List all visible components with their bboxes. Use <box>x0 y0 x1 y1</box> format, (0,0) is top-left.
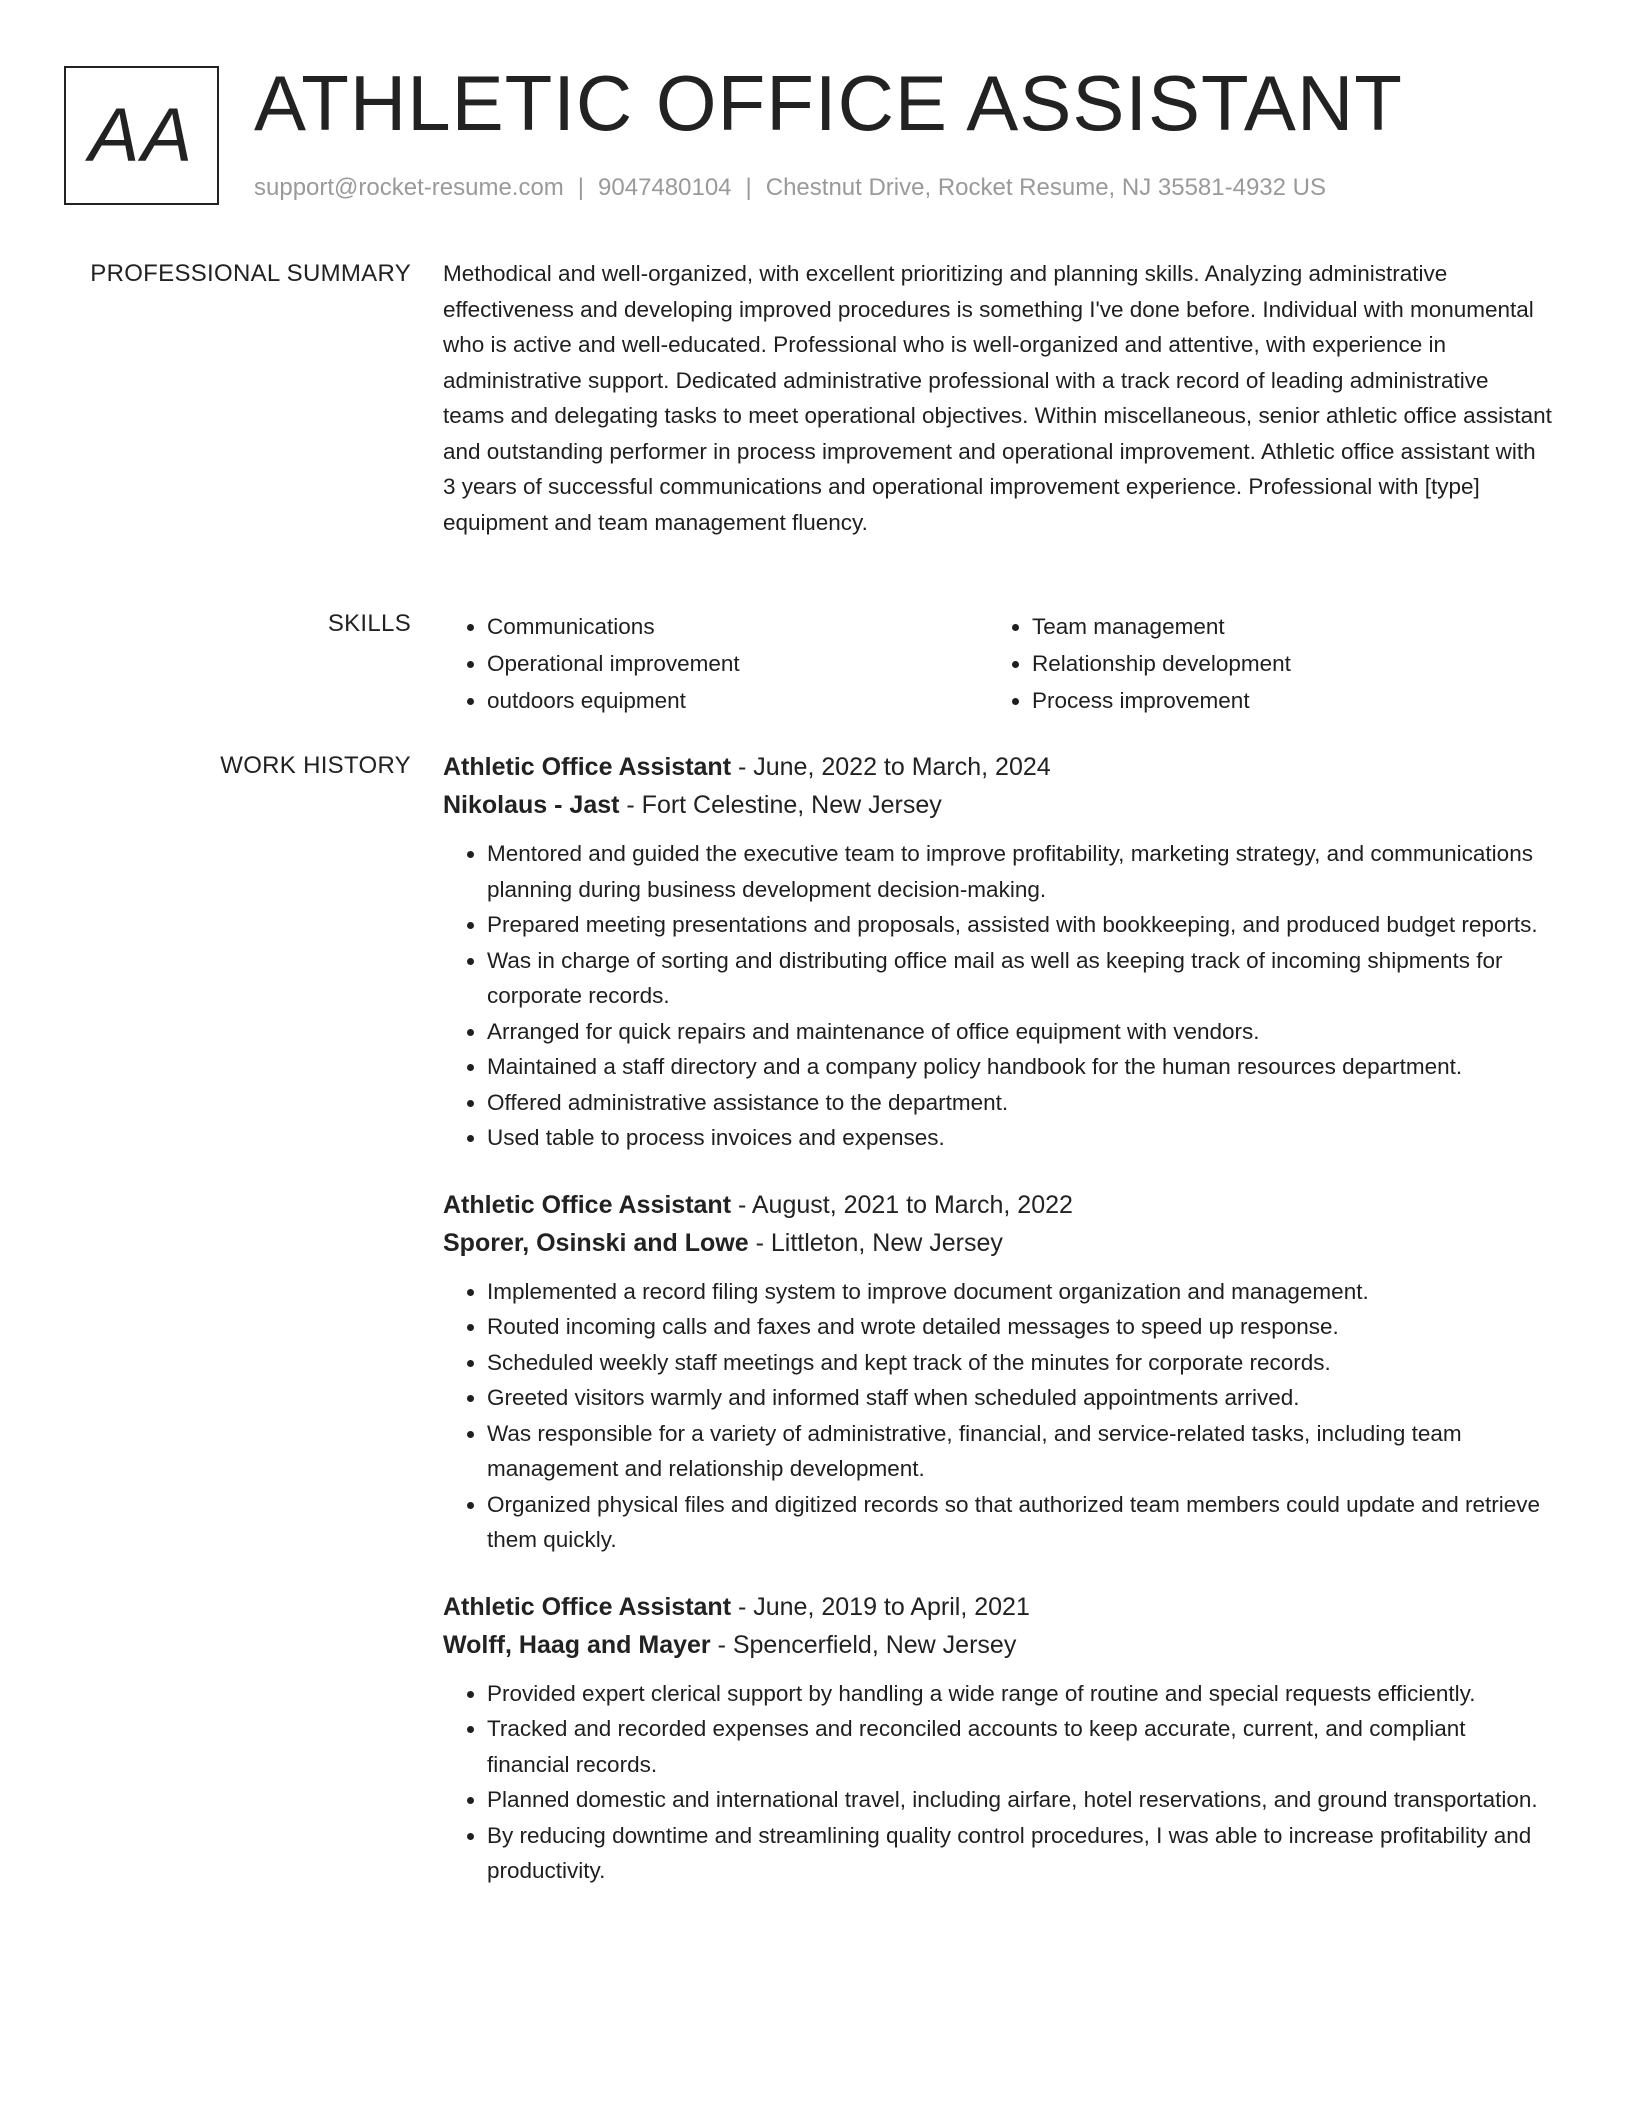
skills-list-right <box>988 608 1533 719</box>
job-bullet: • Offered administrative assistance to the department. <box>487 1085 1553 1121</box>
contact-line <box>254 174 1326 202</box>
monogram-box <box>64 66 219 205</box>
contact-separator: | <box>577 174 585 201</box>
skill-item: • outdoors equipment <box>487 682 988 719</box>
job-bullet: • Mentored and guided the executive team to improve profitability, marketing strategy, and communications planning during business development decision-making. <box>487 836 1553 907</box>
skill-item: • Process improvement <box>1032 682 1533 719</box>
work-history-body <box>443 748 1553 1919</box>
contact-phone: 9047480104 <box>598 174 732 201</box>
job-bullet: • Provided expert clerical support by handling a wide range of routine and special requests efficiently. <box>487 1676 1553 1712</box>
skills-list-left <box>443 608 988 719</box>
monogram-initials: AA <box>88 93 195 178</box>
job-entry <box>443 1588 1553 1889</box>
job-bullet: • Was responsible for a variety of administrative, financial, and service-related tasks, including team management and relationship development. <box>487 1416 1553 1487</box>
job-title: Athletic Office Assistant <box>443 753 732 781</box>
job-bullets <box>443 836 1553 1156</box>
job-bullet: • Organized physical files and digitized records so that authorized team members could update and retrieve them quickly. <box>487 1487 1553 1558</box>
job-bullets <box>443 1274 1553 1558</box>
job-bullet: • Arranged for quick repairs and maintenance of office equipment with vendors. <box>487 1014 1553 1050</box>
job-company-line <box>443 786 1553 824</box>
skills-columns <box>443 608 1553 719</box>
contact-address: Chestnut Drive, Rocket Resume, NJ 35581-4932 US <box>765 174 1327 201</box>
job-entry <box>443 748 1553 1156</box>
job-bullet: • Planned domestic and international travel, including airfare, hotel reservations, and ground transportation. <box>487 1782 1553 1818</box>
contact-email: support@rocket-resume.com <box>254 174 564 201</box>
job-bullet: • Greeted visitors warmly and informed staff when scheduled appointments arrived. <box>487 1380 1553 1416</box>
job-bullet: • Prepared meeting presentations and proposals, assisted with bookkeeping, and produced budget reports. <box>487 907 1553 943</box>
job-bullet: • Routed incoming calls and faxes and wrote detailed messages to speed up response. <box>487 1309 1553 1345</box>
job-location: - Littleton, New Jersey <box>748 1228 1003 1257</box>
skill-item: • Operational improvement <box>487 645 988 682</box>
job-bullet: • By reducing downtime and streamlining quality control procedures, I was able to increase profitability and productivity. <box>487 1818 1553 1889</box>
job-company: Nikolaus - Jast <box>443 791 620 819</box>
job-bullet: • Maintained a staff directory and a company policy handbook for the human resources department. <box>487 1049 1553 1085</box>
summary-heading: PROFESSIONAL SUMMARY <box>90 260 411 287</box>
job-bullet: • Was in charge of sorting and distributing office mail as well as keeping track of incoming shipments for corporate records. <box>487 943 1553 1014</box>
job-company: Sporer, Osinski and Lowe <box>443 1228 749 1257</box>
skill-item: • Team management <box>1032 608 1533 645</box>
skill-item: • Relationship development <box>1032 645 1533 682</box>
job-location: - Fort Celestine, New Jersey <box>619 791 942 819</box>
job-bullet: • Tracked and recorded expenses and reconciled accounts to keep accurate, current, and compliant financial records. <box>487 1711 1553 1782</box>
summary-text: Methodical and well-organized, with excellent prioritizing and planning skills. Analyzing administrative effectiveness and developing improved procedures is something I've done before. Individual with monumental who is active and well-educated. Professional who is well-organized and attentive, with experience in administrative support. Dedicated administrative professional with a track record of leading administrative teams and delegating tasks to meet operational objectives. Within miscellaneous, senior athletic office assistant and outstanding performer in process improvement and operational improvement. Athletic office assistant with 3 years of successful communications and operational improvement experience. Professional with [type] equipment and team management fluency. <box>443 261 1552 535</box>
job-bullet: • Used table to process invoices and expenses. <box>487 1120 1553 1156</box>
job-company-line <box>443 1626 1553 1664</box>
job-entry <box>443 1186 1553 1558</box>
contact-separator: | <box>745 174 752 201</box>
job-title: Athletic Office Assistant <box>443 1592 732 1621</box>
job-title-line <box>443 748 1553 786</box>
skill-item: • Communications <box>487 608 988 645</box>
job-dates: - June, 2022 to March, 2024 <box>731 753 1051 781</box>
job-bullets <box>443 1676 1553 1889</box>
job-company-line <box>443 1224 1553 1262</box>
work-history-heading: WORK HISTORY <box>220 752 411 779</box>
candidate-name: ATHLETIC OFFICE ASSISTANT <box>254 59 1403 147</box>
job-title-line <box>443 1186 1553 1224</box>
job-title-line <box>443 1588 1553 1626</box>
job-dates: - June, 2019 to April, 2021 <box>731 1592 1030 1621</box>
job-location: - Spencerfield, New Jersey <box>710 1630 1017 1659</box>
job-bullet: • Scheduled weekly staff meetings and kept track of the minutes for corporate records. <box>487 1345 1553 1381</box>
job-bullet: • Implemented a record filing system to improve document organization and management. <box>487 1274 1553 1310</box>
job-company: Wolff, Haag and Mayer <box>443 1630 711 1659</box>
job-title: Athletic Office Assistant <box>443 1190 732 1219</box>
skills-heading: SKILLS <box>327 610 411 637</box>
job-dates: - August, 2021 to March, 2022 <box>731 1190 1073 1219</box>
